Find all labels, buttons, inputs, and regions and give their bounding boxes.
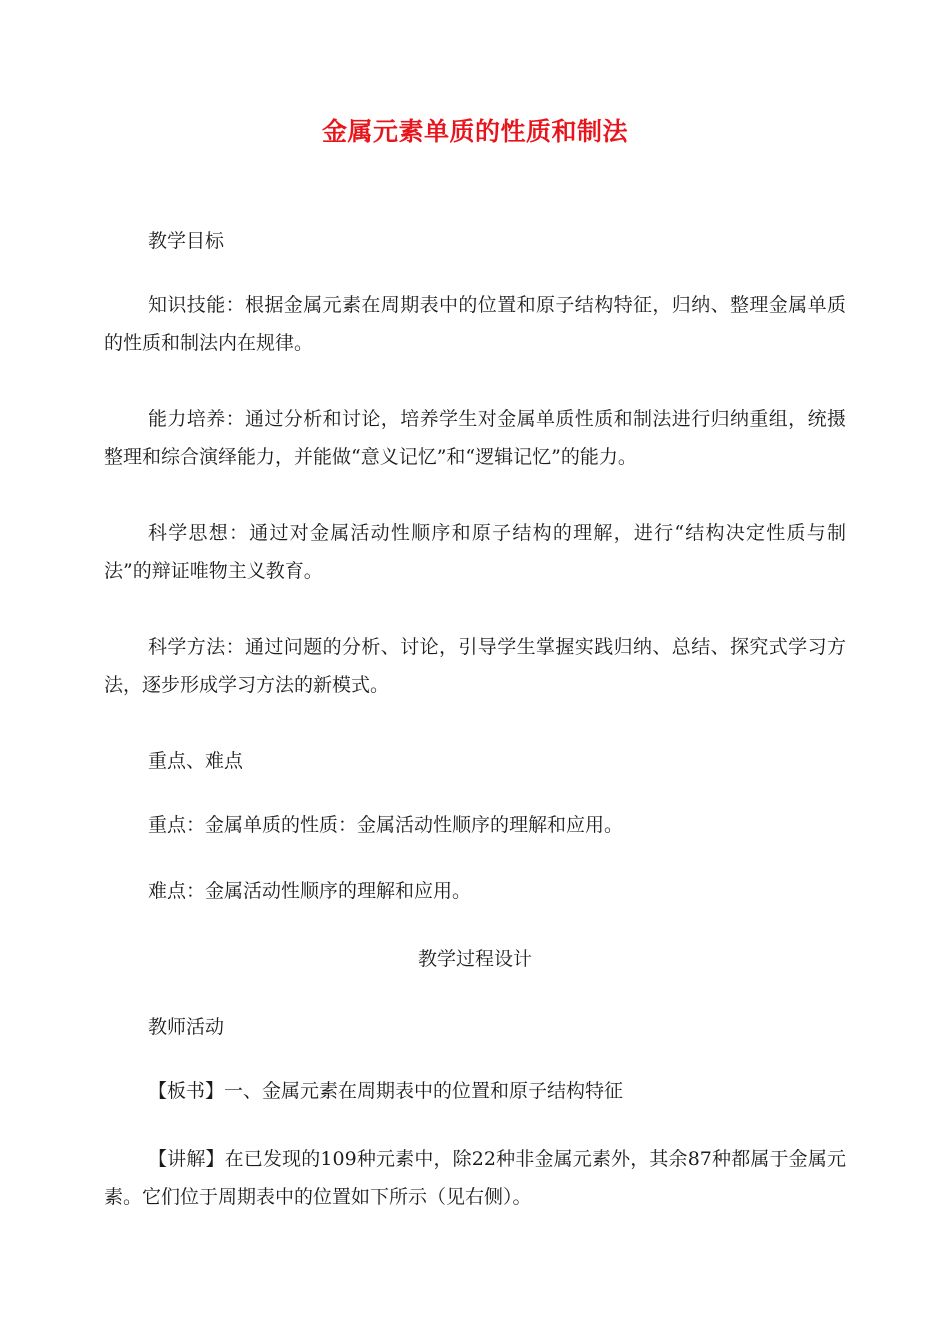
paragraph-teaching-goals: 教学目标 bbox=[148, 230, 225, 252]
paragraph-ability-training: 能力培养：通过分析和讨论，培养学生对金属单质性质和制法进行归纳重组，统摄整理和综合演绎能力，并能做“意义记忆”和“逻辑记忆”的能力。 bbox=[104, 408, 846, 468]
paragraph-difficult-point: 难点：金属活动性顺序的理解和应用。 bbox=[148, 880, 472, 902]
paragraph-explanation: 【讲解】在已发现的109种元素中，除22种非金属元素外，其余87种都属于金属元素。它们位于周期表中的位置如下所示（见右侧）。 bbox=[104, 1148, 846, 1208]
section-heading: 教学过程设计 bbox=[417, 948, 532, 970]
paragraph-knowledge-skills: 知识技能：根据金属元素在周期表中的位置和原子结构特征，归纳、整理金属单质的性质和制法内在规律。 bbox=[104, 294, 846, 354]
document-title: 金属元素单质的性质和制法 bbox=[321, 117, 628, 146]
paragraph-key-points-heading: 重点、难点 bbox=[148, 750, 244, 772]
paragraph-teacher-activity: 教师活动 bbox=[148, 1016, 225, 1038]
paragraph-scientific-thought: 科学思想：通过对金属活动性顺序和原子结构的理解，进行“结构决定性质与制法”的辩证唯物主义教育。 bbox=[104, 522, 846, 582]
paragraph-scientific-method: 科学方法：通过问题的分析、讨论，引导学生掌握实践归纳、总结、探究式学习方法，逐步形成学习方法的新模式。 bbox=[104, 636, 846, 696]
paragraph-blackboard: 【板书】一、金属元素在周期表中的位置和原子结构特征 bbox=[148, 1080, 624, 1102]
paragraph-key-point: 重点：金属单质的性质：金属活动性顺序的理解和应用。 bbox=[148, 814, 624, 836]
